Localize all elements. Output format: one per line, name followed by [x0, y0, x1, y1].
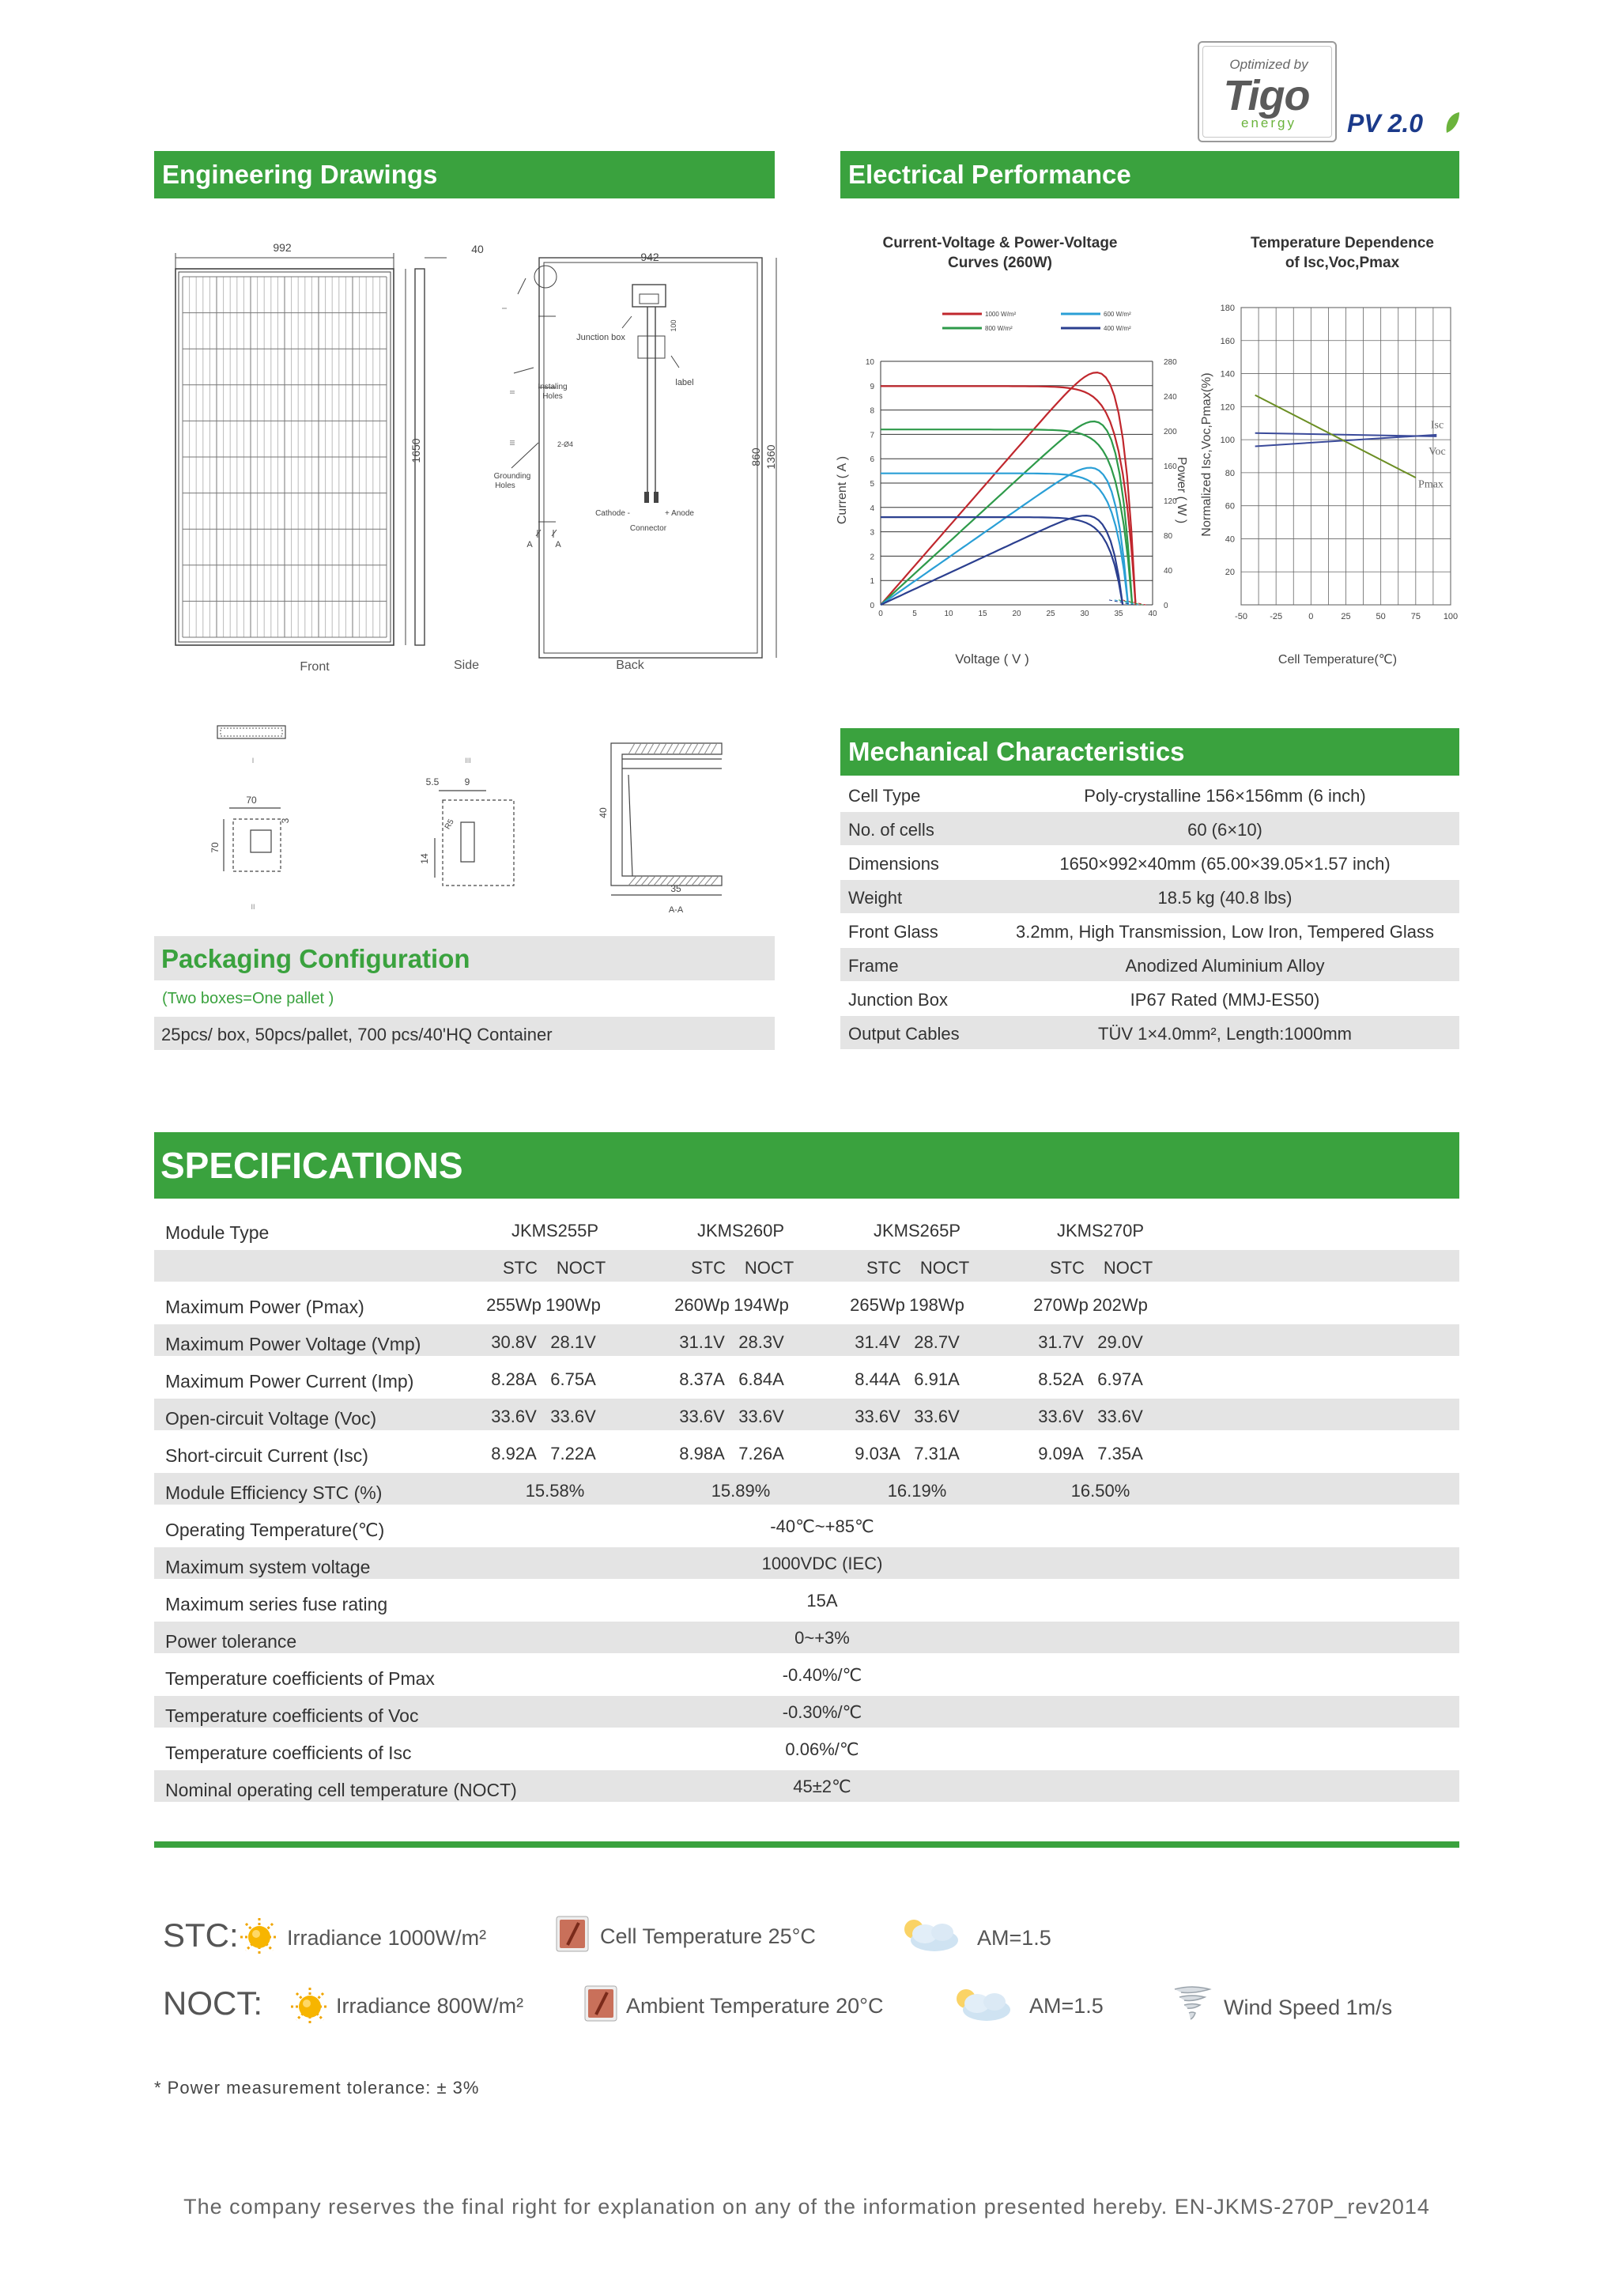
- spec-value: 33.6V: [550, 1407, 596, 1426]
- leaf-icon: [1444, 111, 1461, 134]
- engineering-drawings: [154, 206, 775, 933]
- efficiency-value: 15.58%: [525, 1481, 585, 1501]
- spec-label: Short-circuit Current (Isc): [165, 1445, 368, 1466]
- temp-y-tick-label: 160: [1220, 336, 1235, 346]
- model-name: JKMS270P: [1056, 1221, 1145, 1241]
- spec-row-common: [154, 1659, 1459, 1690]
- iv-y-tick-label: 2: [870, 553, 874, 562]
- dim-992: 992: [273, 241, 292, 254]
- dim-860: 860: [749, 447, 762, 466]
- spec-value: 30.8V: [491, 1332, 537, 1352]
- iv-curve: [881, 517, 1123, 605]
- iv-curve: [881, 474, 1128, 605]
- thermometer-icon-stc: [553, 1913, 591, 1954]
- iv-x-tick-label: 20: [1012, 610, 1021, 618]
- spec-value: 260Wp: [674, 1295, 730, 1315]
- noct-col-header: NOCT: [744, 1258, 794, 1278]
- iv-chart-xlabel: Voltage ( V ): [955, 651, 1029, 667]
- spec-common-value: -0.30%/℃: [782, 1702, 862, 1722]
- noct-am: AM=1.5: [1029, 1994, 1104, 2018]
- noct-label: NOCT:: [163, 1984, 262, 2022]
- detail-dim-14: 14: [419, 853, 430, 864]
- spec-row: [154, 1361, 1459, 1393]
- spec-value: 7.31A: [914, 1444, 960, 1463]
- iv-y-tick-label: 7: [870, 431, 874, 440]
- cloud-icon-noct: [949, 1984, 1015, 2024]
- spec-label: Temperature coefficients of Voc: [165, 1705, 419, 1726]
- iv-legend-label: 400 W/m²: [1104, 325, 1131, 332]
- grounding-holes-label: Holes: [495, 481, 515, 490]
- iv-x-tick-label: 5: [912, 610, 917, 618]
- spec-common-value: 45±2℃: [793, 1777, 851, 1796]
- engineering-drawings-header: Engineering Drawings: [154, 151, 775, 198]
- spec-value: 194Wp: [734, 1295, 789, 1315]
- iv-x-tick-label: 40: [1148, 610, 1157, 618]
- model-name: JKMS265P: [873, 1221, 961, 1241]
- noct-wind-speed: Wind Speed 1m/s: [1224, 1996, 1393, 2019]
- spec-value: 8.44A: [855, 1369, 900, 1389]
- iv-chart-ylabel-right: Power ( W ): [1175, 456, 1188, 524]
- iv-y-tick-label: 3: [870, 528, 874, 538]
- spec-row: [154, 1399, 1459, 1430]
- temp-chart: [1194, 225, 1466, 684]
- spec-label: Maximum Power (Pmax): [165, 1297, 364, 1317]
- sun-icon-noct: [289, 1986, 330, 2027]
- electrical-performance-header: Electrical Performance: [840, 151, 1459, 198]
- temp-series-label: Pmax: [1418, 478, 1444, 491]
- iv-x-tick-label: 35: [1114, 610, 1123, 618]
- spec-value: 7.26A: [738, 1444, 784, 1463]
- spec-common-value: 0~+3%: [794, 1628, 850, 1648]
- spec-label: Maximum series fuse rating: [165, 1594, 388, 1614]
- iv-chart: [822, 225, 1202, 684]
- iv-x-tick-label: 0: [878, 610, 883, 618]
- detail-mark-iii: III: [465, 757, 471, 765]
- mechanical-row: [840, 982, 1459, 1015]
- noct-ambient-temp: Ambient Temperature 20°C: [626, 1994, 884, 2018]
- stc-irradiance: Irradiance 1000W/m²: [287, 1926, 487, 1950]
- temp-chart-title-2: of Isc,Voc,Pmax: [1285, 255, 1400, 271]
- spec-value: 33.6V: [1097, 1407, 1143, 1426]
- mechanical-label: No. of cells: [848, 820, 934, 840]
- stc-col-header: STC: [503, 1258, 538, 1278]
- packaging-note: (Two boxes=One pallet ): [162, 990, 334, 1007]
- spec-value: 6.97A: [1097, 1369, 1143, 1389]
- spec-common-value: 15A: [806, 1591, 838, 1611]
- spec-common-value: 1000VDC (IEC): [761, 1554, 883, 1573]
- wind-icon: [1170, 1981, 1214, 2026]
- efficiency-value: 16.50%: [1070, 1481, 1130, 1501]
- mechanical-value: TÜV 1×4.0mm², Length:1000mm: [1098, 1024, 1352, 1044]
- temp-chart-title-1: Temperature Dependence: [1251, 235, 1434, 251]
- efficiency-value: 15.89%: [711, 1481, 771, 1501]
- detail-dim-70b: 70: [209, 842, 221, 853]
- iv-chart-ylabel-left: Current ( A ): [836, 455, 849, 525]
- stc-col-header: STC: [1050, 1258, 1085, 1278]
- spec-row-common: [154, 1584, 1459, 1616]
- dim-40: 40: [471, 243, 484, 255]
- spec-value: 28.1V: [550, 1332, 596, 1352]
- iv-y-tick-label: 8: [870, 406, 874, 416]
- iv-x-tick-label: 15: [978, 610, 987, 618]
- iv-y2-tick-label: 160: [1164, 463, 1177, 471]
- spec-value: 8.28A: [491, 1369, 537, 1389]
- spec-label: Open-circuit Voltage (Voc): [165, 1408, 377, 1429]
- spec-common-value: -40℃~+85℃: [770, 1516, 874, 1536]
- thermometer-icon-noct: [582, 1983, 620, 2024]
- noct-col-header: NOCT: [556, 1258, 606, 1278]
- pv-curve: [881, 468, 1128, 605]
- spec-value: 33.6V: [1038, 1407, 1084, 1426]
- mechanical-label: Cell Type: [848, 786, 921, 806]
- model-name: JKMS255P: [511, 1221, 599, 1241]
- spec-value: 31.1V: [679, 1332, 725, 1352]
- mechanical-value: 1650×992×40mm (65.00×39.05×1.57 inch): [1059, 854, 1391, 874]
- spec-row: [154, 1324, 1459, 1356]
- stc-am: AM=1.5: [977, 1926, 1051, 1950]
- spec-common-value: -0.40%/℃: [782, 1665, 862, 1685]
- iv-y-tick-label: 0: [870, 602, 874, 610]
- mechanical-label: Front Glass: [848, 922, 938, 942]
- iv-legend-label: 600 W/m²: [1104, 311, 1131, 318]
- detail-dim-9: 9: [464, 776, 470, 787]
- stc-col-header: STC: [866, 1258, 901, 1278]
- iv-y-tick-label: 5: [870, 480, 874, 489]
- spec-value: 6.84A: [738, 1369, 784, 1389]
- spec-value: 6.75A: [550, 1369, 596, 1389]
- section-a-left: A: [526, 540, 533, 549]
- mechanical-row: [840, 778, 1459, 811]
- mechanical-label: Output Cables: [848, 1024, 960, 1044]
- mechanical-value: Anodized Aluminium Alloy: [1125, 956, 1325, 976]
- noct-col-header: NOCT: [919, 1258, 970, 1278]
- anode-label: + Anode: [665, 509, 694, 518]
- dim-1360: 1360: [764, 444, 777, 470]
- stc-col-header: STC: [691, 1258, 726, 1278]
- dim-100: 100: [670, 319, 677, 332]
- temp-y-tick-label: 140: [1220, 369, 1235, 380]
- iv-x-tick-label: 25: [1046, 610, 1055, 618]
- spec-label: Module Efficiency STC (%): [165, 1482, 383, 1503]
- tolerance-note: * Power measurement tolerance: ± 3%: [154, 2078, 480, 2098]
- iv-y-tick-label: 9: [870, 382, 874, 391]
- iv-y2-tick-label: 0: [1164, 602, 1168, 610]
- label-label: label: [675, 378, 694, 387]
- temp-y-tick-label: 100: [1220, 436, 1235, 446]
- spec-row-common: [154, 1622, 1459, 1653]
- detail-dim-3: 3: [280, 818, 291, 824]
- detail-dim-70a: 70: [246, 795, 257, 806]
- mechanical-value: 60 (6×10): [1187, 820, 1262, 840]
- spec-row: [154, 1287, 1459, 1319]
- packaging-title: Packaging Configuration: [161, 944, 470, 973]
- spec-label: Module Type: [165, 1222, 270, 1243]
- spec-value: 6.91A: [914, 1369, 960, 1389]
- temp-series-label: Voc: [1428, 445, 1446, 458]
- roman-mark-2: II: [509, 390, 516, 395]
- iv-y-tick-label: 6: [870, 455, 874, 465]
- mechanical-characteristics-header: Mechanical Characteristics: [840, 728, 1459, 776]
- temp-x-tick-label: 0: [1308, 612, 1314, 621]
- spec-value: 198Wp: [909, 1295, 964, 1315]
- spec-bottom-rule: [154, 1841, 1459, 1848]
- temp-x-tick-label: -25: [1270, 612, 1283, 621]
- spec-label: Maximum system voltage: [165, 1557, 371, 1577]
- dim-1650: 1650: [409, 438, 422, 463]
- mechanical-row: [840, 948, 1459, 981]
- optimized-by-text: Optimized by: [1229, 57, 1308, 72]
- spec-row-common: [154, 1696, 1459, 1728]
- footer-disclaimer: The company reserves the final right for explanation on any of the information presented hereby. EN-JKMS-270P_rev2014: [183, 2195, 1430, 2219]
- detail-dim-5-5: 5.5: [425, 776, 440, 787]
- iv-legend-label: 800 W/m²: [985, 325, 1013, 332]
- iv-y2-tick-label: 200: [1164, 428, 1177, 436]
- temp-y-tick-label: 80: [1225, 468, 1235, 478]
- temp-y-tick-label: 40: [1225, 534, 1235, 545]
- spec-label: Temperature coefficients of Pmax: [165, 1668, 435, 1689]
- iv-chart-title-2: Curves (260W): [948, 255, 1052, 271]
- temp-x-tick-label: 75: [1410, 612, 1421, 621]
- detail-mark-i: I: [251, 757, 255, 765]
- cathode-label: Cathode -: [595, 509, 630, 518]
- spec-row: [154, 1436, 1459, 1467]
- spec-value: 33.6V: [738, 1407, 784, 1426]
- stc-cell-temp: Cell Temperature 25°C: [600, 1924, 816, 1948]
- tigo-brand-text: Tigo: [1223, 72, 1310, 119]
- temp-y-tick-label: 60: [1225, 501, 1235, 512]
- stc-label: STC:: [163, 1916, 239, 1954]
- hole-mark: 2-Ø4: [557, 440, 574, 448]
- mechanical-label: Weight: [848, 888, 903, 908]
- mechanical-row: [840, 880, 1459, 913]
- temp-y-tick-label: 180: [1220, 304, 1235, 313]
- temp-chart-xlabel: Cell Temperature(℃): [1277, 653, 1398, 667]
- spec-value: 265Wp: [850, 1295, 905, 1315]
- spec-value: 8.92A: [491, 1444, 537, 1463]
- spec-row-efficiency: [154, 1473, 1459, 1505]
- section-a-right: A: [555, 540, 561, 549]
- spec-row-common: [154, 1510, 1459, 1542]
- iv-y-tick-label: 10: [865, 358, 874, 367]
- spec-value: 8.98A: [679, 1444, 725, 1463]
- temp-x-tick-label: 50: [1376, 612, 1386, 621]
- side-caption: Side: [453, 659, 480, 672]
- mechanical-value: Poly-crystalline 156×156mm (6 inch): [1084, 786, 1366, 806]
- spec-value: 8.37A: [679, 1369, 725, 1389]
- spec-label: Temperature coefficients of Isc: [165, 1743, 412, 1763]
- spec-label: Maximum Power Current (Imp): [165, 1371, 414, 1392]
- mechanical-row: [840, 1016, 1459, 1049]
- spec-label: Nominal operating cell temperature (NOCT): [165, 1780, 517, 1800]
- grounding-label: Grounding: [493, 472, 531, 481]
- iv-y2-tick-label: 280: [1164, 358, 1177, 367]
- spec-value: 28.3V: [738, 1332, 784, 1352]
- temp-chart-ylabel: Normalized Isc,Voc,Pmax(%): [1200, 372, 1213, 537]
- spec-row-module-type: [154, 1213, 1459, 1244]
- spec-row-common: [154, 1770, 1459, 1802]
- spec-row-common: [154, 1733, 1459, 1765]
- spec-value: 7.35A: [1097, 1444, 1143, 1463]
- roman-mark-1: I: [501, 307, 508, 310]
- pv-logo-text: PV 2.0: [1347, 109, 1424, 138]
- spec-value: 31.7V: [1038, 1332, 1084, 1352]
- detail-aa: A-A: [668, 905, 684, 915]
- installing-label: Instaling: [538, 383, 568, 391]
- temp-x-tick-label: 25: [1341, 612, 1351, 621]
- iv-y2-tick-label: 40: [1164, 567, 1173, 576]
- iv-chart-title-1: Current-Voltage & Power-Voltage: [882, 235, 1118, 251]
- mechanical-row: [840, 812, 1459, 845]
- efficiency-value: 16.19%: [887, 1481, 947, 1501]
- spec-row-common: [154, 1547, 1459, 1579]
- iv-y2-tick-label: 80: [1164, 532, 1173, 541]
- mechanical-label: Frame: [848, 956, 899, 976]
- mechanical-label: Junction Box: [848, 990, 948, 1010]
- sun-icon-stc: [239, 1916, 280, 1958]
- model-name: JKMS260P: [696, 1221, 785, 1241]
- iv-x-tick-label: 30: [1080, 610, 1089, 618]
- iv-x-tick-label: 10: [944, 610, 953, 618]
- spec-value: 33.6V: [914, 1407, 960, 1426]
- detail-dim-40: 40: [598, 807, 609, 818]
- mechanical-value: IP67 Rated (MMJ-ES50): [1130, 990, 1320, 1010]
- spec-value: 9.09A: [1038, 1444, 1084, 1463]
- spec-value: 28.7V: [914, 1332, 960, 1352]
- roman-mark-3: III: [509, 440, 516, 446]
- mechanical-row: [840, 846, 1459, 879]
- iv-y2-tick-label: 120: [1164, 497, 1177, 506]
- installing-holes-label: Holes: [542, 392, 563, 401]
- mechanical-value: 18.5 kg (40.8 lbs): [1157, 888, 1293, 908]
- noct-col-header: NOCT: [1103, 1258, 1153, 1278]
- dim-942: 942: [640, 251, 659, 263]
- temp-y-tick-label: 120: [1220, 402, 1235, 413]
- noct-irradiance: Irradiance 800W/m²: [336, 1994, 524, 2018]
- spec-value: 31.4V: [855, 1332, 900, 1352]
- iv-curve: [881, 386, 1136, 605]
- spec-common-value: 0.06%/℃: [785, 1739, 859, 1759]
- back-caption: Back: [616, 659, 644, 672]
- front-caption: Front: [300, 660, 330, 674]
- temp-series-label: Isc: [1430, 419, 1444, 432]
- junction-box-label: Junction box: [576, 333, 625, 342]
- spec-value: 29.0V: [1097, 1332, 1143, 1352]
- spec-value: 202Wp: [1093, 1295, 1148, 1315]
- temp-series-line: [1255, 395, 1416, 478]
- tigo-energy-text: energy: [1241, 115, 1296, 130]
- iv-y2-tick-label: 240: [1164, 393, 1177, 402]
- detail-dim-35: 35: [670, 883, 681, 894]
- mechanical-label: Dimensions: [848, 854, 939, 874]
- detail-dim-r: R5: [443, 818, 456, 832]
- specifications-header: SPECIFICATIONS: [154, 1132, 1459, 1199]
- connector-label: Connector: [629, 524, 667, 533]
- mechanical-value: 3.2mm, High Transmission, Low Iron, Tempered Glass: [1015, 922, 1435, 942]
- iv-y-tick-label: 1: [870, 577, 874, 587]
- cloud-icon-stc: [896, 1915, 963, 1954]
- tigo-logo: [1198, 41, 1337, 142]
- pv-curve: [881, 515, 1123, 605]
- spec-value: 33.6V: [491, 1407, 537, 1426]
- mechanical-row: [840, 914, 1459, 947]
- spec-value: 8.52A: [1038, 1369, 1084, 1389]
- spec-label: Operating Temperature(℃): [165, 1520, 385, 1540]
- spec-value: 9.03A: [855, 1444, 900, 1463]
- pv-curve: [881, 421, 1132, 605]
- spec-row-conditions: [154, 1250, 1459, 1282]
- spec-value: 255Wp: [486, 1295, 542, 1315]
- packaging-detail: 25pcs/ box, 50pcs/pallet, 700 pcs/40'HQ Container: [161, 1025, 553, 1044]
- spec-value: 270Wp: [1033, 1295, 1089, 1315]
- spec-value: 7.22A: [550, 1444, 596, 1463]
- spec-value: 33.6V: [679, 1407, 725, 1426]
- spec-label: Maximum Power Voltage (Vmp): [165, 1334, 421, 1354]
- temp-x-tick-label: -50: [1235, 612, 1247, 621]
- spec-value: 33.6V: [855, 1407, 900, 1426]
- iv-y-tick-label: 4: [870, 504, 874, 513]
- detail-mark-ii: II: [251, 903, 255, 911]
- spec-label: Power tolerance: [165, 1631, 297, 1652]
- temp-y-tick-label: 20: [1225, 568, 1235, 578]
- spec-value: 190Wp: [545, 1295, 601, 1315]
- iv-legend-label: 1000 W/m²: [985, 311, 1017, 318]
- temp-x-tick-label: 100: [1443, 612, 1459, 621]
